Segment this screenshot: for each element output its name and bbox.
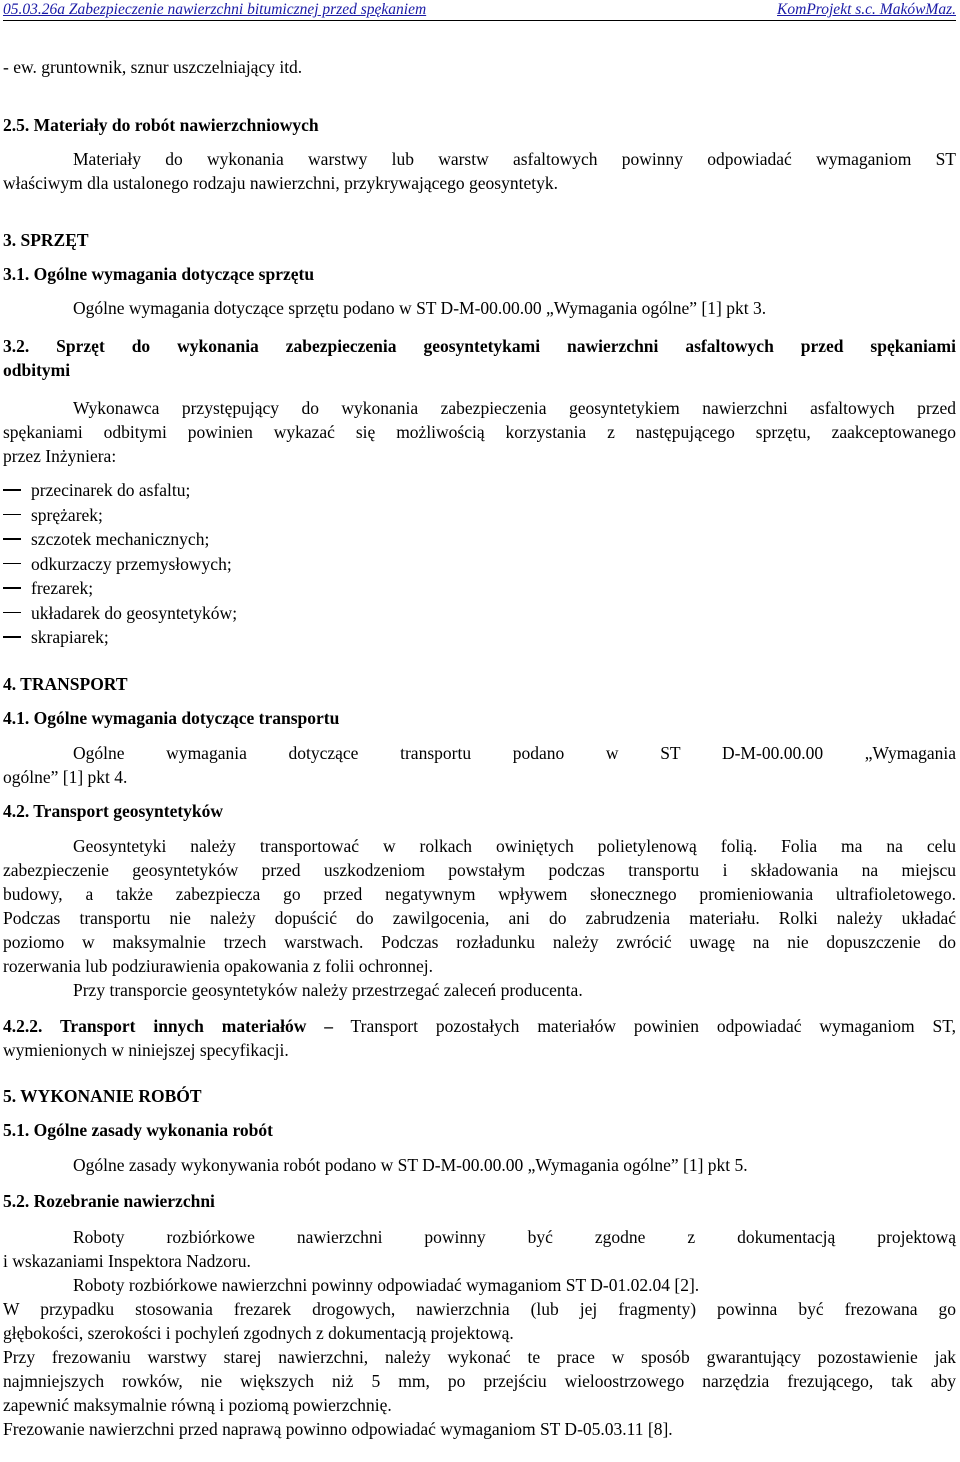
list-item: sprężarek;: [3, 503, 956, 528]
s4-2-line5: poziomo w maksymalnie trzech warstwach. Podczas rozładunku należy zwrócić uwagę na nie dopuszczenie do: [3, 931, 956, 952]
s4-2-line6: rozerwania lub podziurawienia opakowania z folii ochronnej.: [3, 955, 434, 976]
heading-4: 4. TRANSPORT: [3, 673, 128, 694]
list-item: szczotek mechanicznych;: [3, 527, 956, 552]
dash-icon: [3, 563, 21, 565]
list-item: układarek do geosyntetyków;: [3, 601, 956, 626]
s3-2-line1: Wykonawca przystępujący do wykonania zabezpieczenia geosyntetykiem nawierzchni asfaltowych przed: [73, 398, 956, 418]
s5-2-p3-line2: głębokości, szerokości i pochyleń zgodnych z dokumentacją projektową.: [3, 1322, 514, 1343]
heading-5: 5. WYKONANIE ROBÓT: [3, 1085, 202, 1106]
heading-3: 3. SPRZĘT: [3, 230, 89, 250]
dash-icon: [3, 587, 21, 589]
s4-2-line1: Geosyntetyki należy transportować w rolkach owiniętych polietylenową folią. Folia ma na celu: [73, 835, 956, 856]
s5-2-p2: Roboty rozbiórkowe nawierzchni powinny odpowiadać wymaganiom ST D-01.02.04 [2].: [73, 1274, 700, 1295]
s5-2-p3-line1: W przypadku stosowania frezarek drogowych, nawierzchnia (lub jej fragmenty) powinna być frezowana go: [3, 1298, 956, 1319]
s5-2-p4-line2: najmniejszych rowków, nie większych niż 5 mm, po przejściu wieloostrzowego narzędzia frezującego, tak aby: [3, 1370, 956, 1391]
s4-2-2-line2: wymienionych w niniejszej specyfikacji.: [3, 1039, 289, 1060]
s5-2-p1-line2: i wskazaniami Inspektora Nadzoru.: [3, 1250, 251, 1271]
s4-2-line4: Podczas transportu nie należy dopuścić do zawilgocenia, ani do zabrudzenia materiału. Rolki należy układać: [3, 907, 956, 928]
heading-4-1: 4.1. Ogólne wymagania dotyczące transportu: [3, 707, 340, 728]
s4-2-line2: zabezpieczenie geosyntetyków przed uszkodzeniom powstałym podczas transportu i składowania na miejscu: [3, 859, 956, 880]
s4-2-2-text: Transport pozostałych materiałów powinien odpowiadać wymaganiom ST,: [332, 1015, 956, 1036]
s5-2-p4-line3: zapewnić maksymalnie równą i poziomą powierzchnię.: [3, 1394, 392, 1415]
header-right: KomProjekt s.c. MakówMaz.: [777, 1, 956, 18]
s2-5-line1: Materiały do wykonania warstwy lub warstw asfaltowych powinny odpowiadać wymaganiom ST: [73, 149, 956, 169]
list-item: przecinarek do asfaltu;: [3, 478, 956, 503]
s3-2-line2: spękaniami odbitymi powinien wykazać się możliwością korzystania z następującego sprzętu, zaakceptowanego: [3, 422, 956, 442]
heading-2-5: 2.5. Materiały do robót nawierzchniowych: [3, 115, 319, 135]
s5-1-text: Ogólne zasady wykonywania robót podano w ST D-M-00.00.00 „Wymagania ogólne” [1] pkt 5.: [73, 1154, 748, 1175]
s5-2-p4-line1: Przy frezowaniu warstwy starej nawierzchni, należy wykonać te prace w sposób gwarantujący pozostawienie jak: [3, 1346, 956, 1367]
heading-3-2-b: odbitymi: [3, 360, 71, 380]
document-page: [3, 0, 956, 1441]
s4-2-line3: budowy, a także zabezpiecza go przed negatywnym wpływem słonecznego promieniowania ultrafioletowego.: [3, 883, 956, 904]
intro-line: - ew. gruntownik, sznur uszczelniający itd.: [3, 57, 303, 77]
dash-icon: [3, 636, 21, 638]
s3-1-text: Ogólne wymagania dotyczące sprzętu podano w ST D-M-00.00.00 „Wymagania ogólne” [1] pkt 3.: [73, 298, 767, 318]
s4-2-2-line1: [3, 1014, 956, 1038]
s4-1-line2: ogólne” [1] pkt 4.: [3, 766, 128, 787]
list-item: skrapiarek;: [3, 625, 956, 650]
equipment-list: [3, 478, 956, 650]
s4-1-line1: Ogólne wymagania dotyczące transportu podano w ST D-M-00.00.00 „Wymagania: [73, 742, 956, 763]
dash-icon: [3, 538, 21, 540]
s5-2-p1-line1: Roboty rozbiórkowe nawierzchni powinny być zgodne z dokumentacją projektową: [73, 1226, 956, 1247]
dash-icon: [3, 612, 21, 614]
dash-icon: [3, 514, 21, 516]
s4-2-para2: Przy transporcie geosyntetyków należy przestrzegać zaleceń producenta.: [73, 979, 583, 1000]
page-header: [3, 0, 956, 21]
list-item: odkurzaczy przemysłowych;: [3, 552, 956, 577]
heading-4-2-2: 4.2.2. Transport innych materiałów –: [3, 1015, 333, 1036]
heading-3-1: 3.1. Ogólne wymagania dotyczące sprzętu: [3, 264, 315, 284]
s3-2-line3: przez Inżyniera:: [3, 446, 117, 466]
heading-5-2: 5.2. Rozebranie nawierzchni: [3, 1190, 215, 1211]
list-item: frezarek;: [3, 576, 956, 601]
heading-3-2-a: 3.2. Sprzęt do wykonania zabezpieczenia geosyntetykami nawierzchni asfaltowych przed spękaniami: [3, 336, 956, 356]
s5-2-p5: Frezowanie nawierzchni przed naprawą powinno odpowiadać wymaganiom ST D-05.03.11 [8].: [3, 1418, 673, 1439]
header-left: 05.03.26a Zabezpieczenie nawierzchni bitumicznej przed spękaniem: [3, 1, 427, 18]
s2-5-line2: właściwym dla ustalonego rodzaju nawierzchni, przykrywającego geosyntetyk.: [3, 173, 558, 193]
heading-4-2: 4.2. Transport geosyntetyków: [3, 800, 224, 821]
heading-5-1: 5.1. Ogólne zasady wykonania robót: [3, 1119, 273, 1140]
dash-icon: [3, 489, 21, 491]
